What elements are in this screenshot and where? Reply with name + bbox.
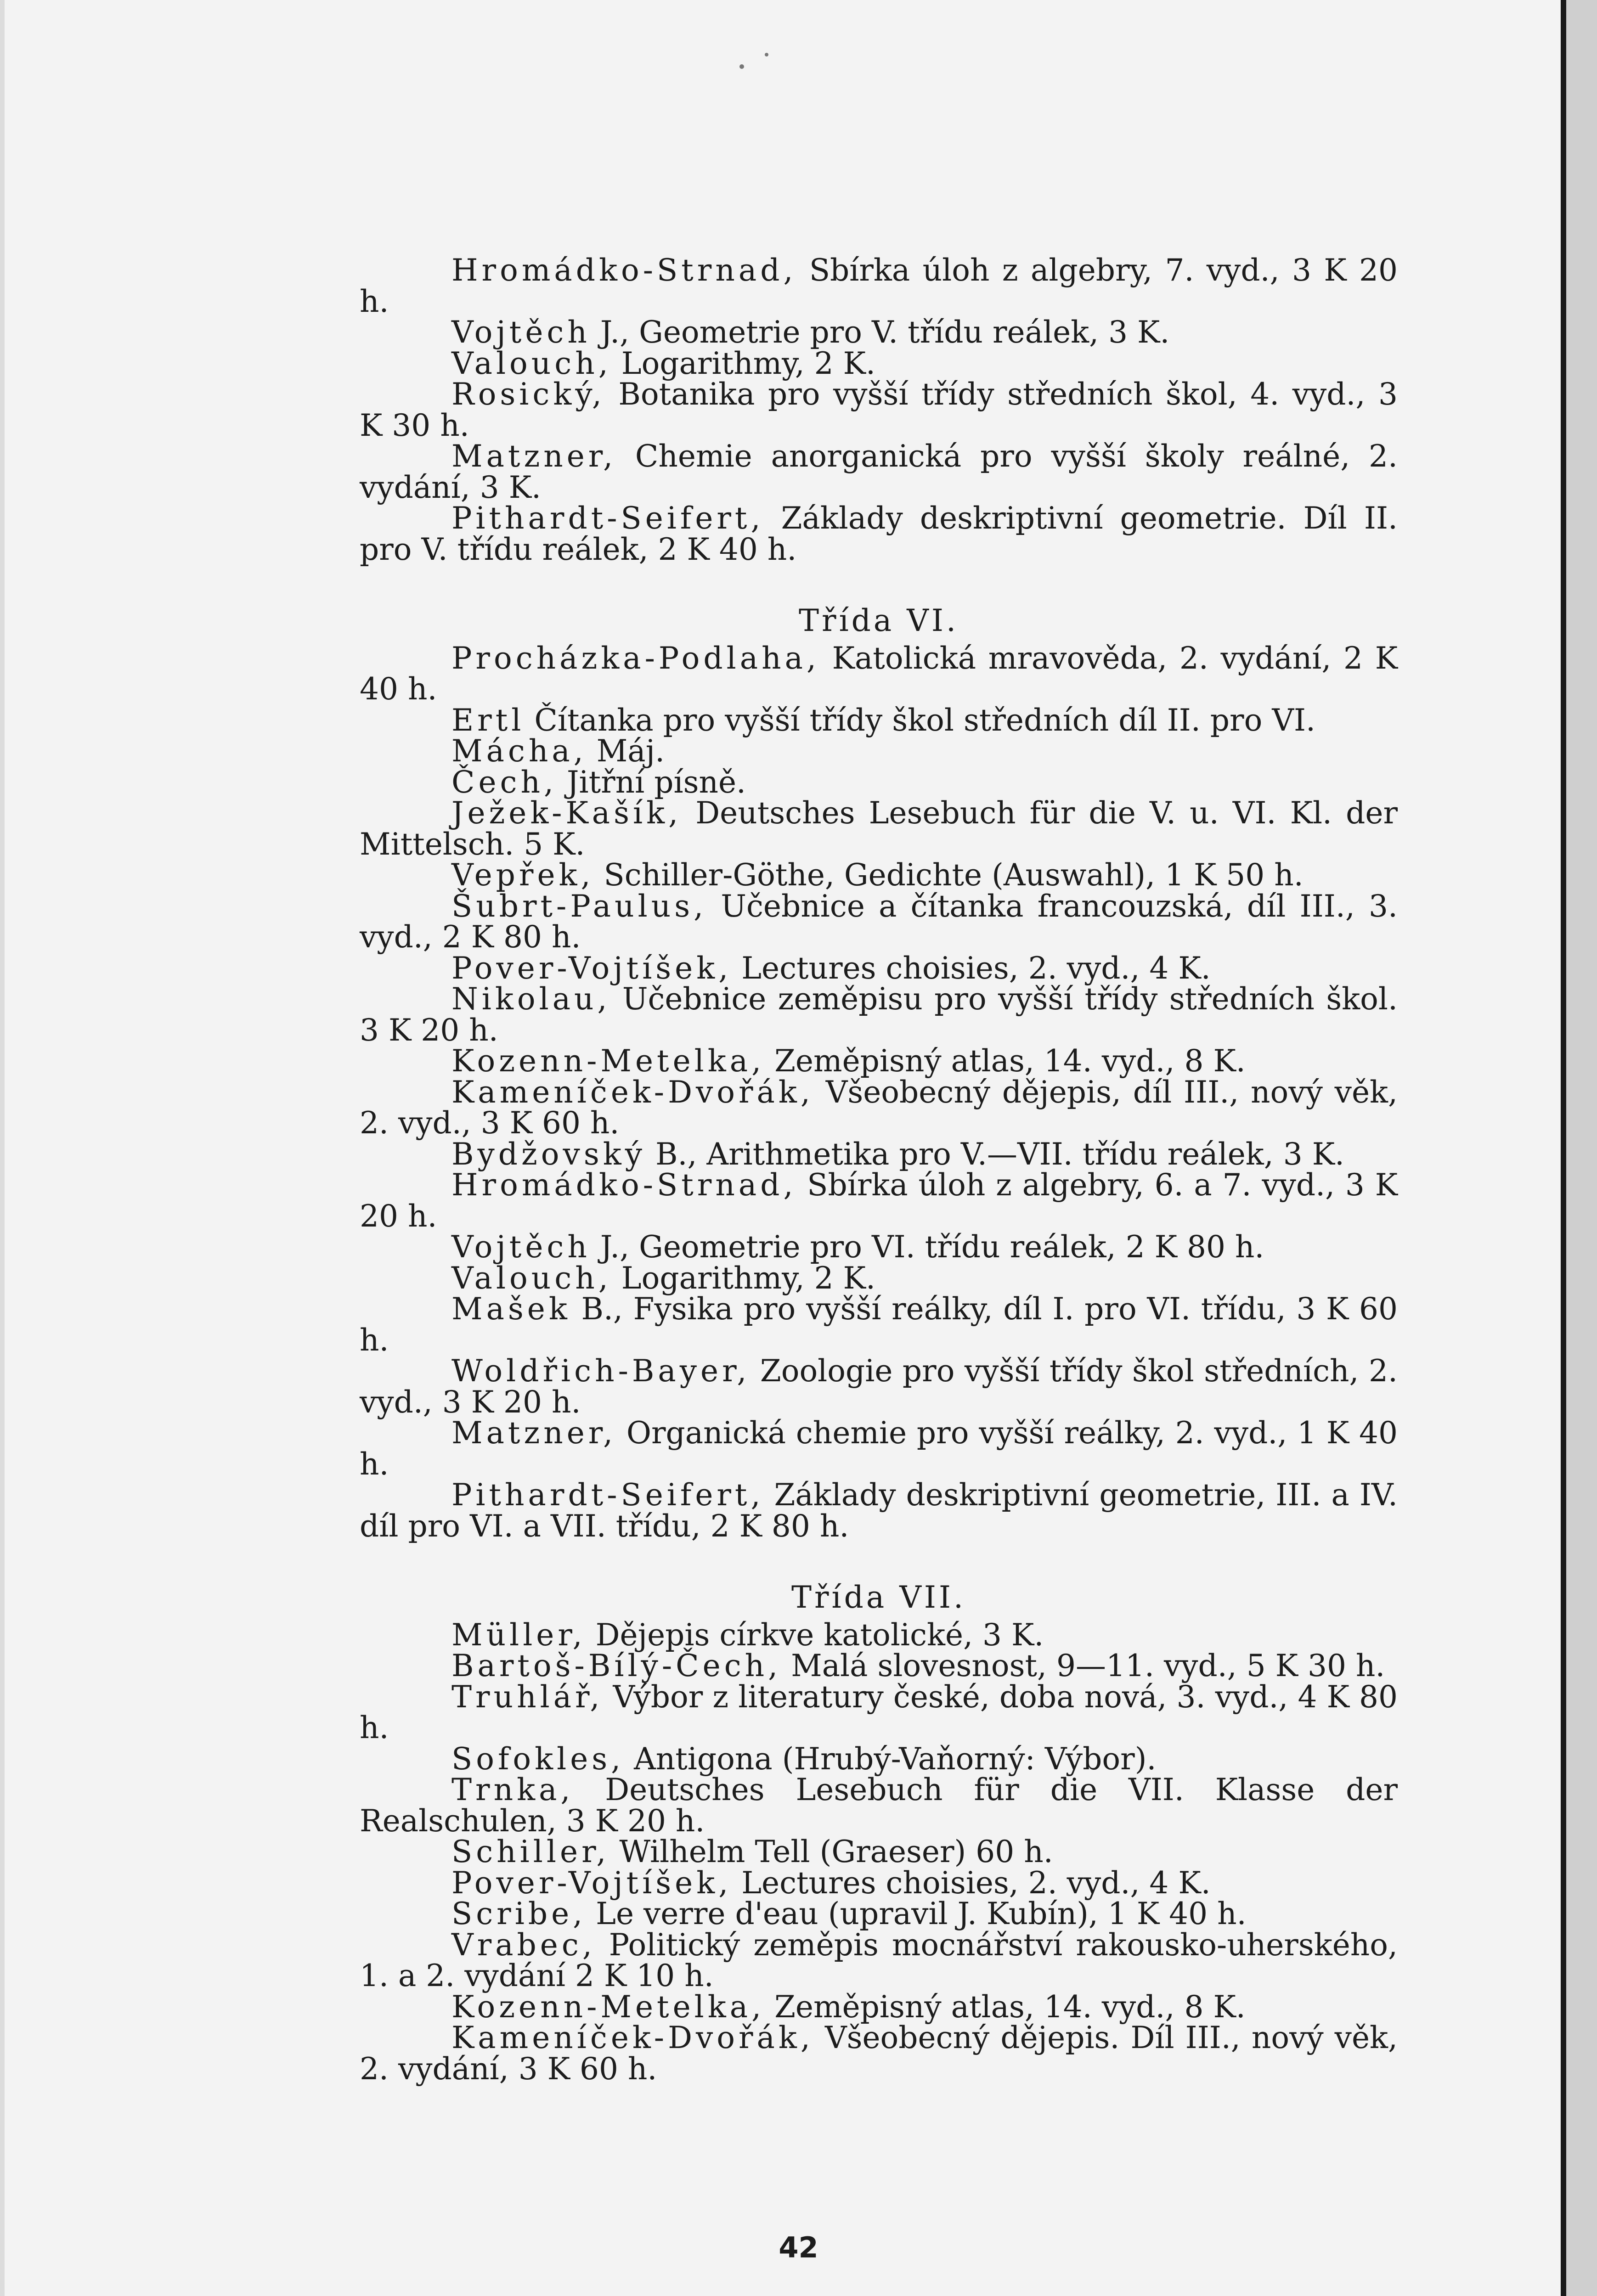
entry-author: Šubrt-Paulus, (451, 888, 707, 924)
entry-author: Rosický, (451, 377, 605, 412)
entry-text: Katolická mravověda, 2. vydání, 2 K 40 h. (360, 640, 1398, 707)
list-item (360, 1229, 1398, 1265)
list-item (360, 441, 1398, 503)
entry-text: Sbírka úloh z algebry, 6. a 7. vyd., 3 K 20 h. (360, 1167, 1398, 1234)
list-item (360, 1477, 1398, 1544)
list-item (360, 764, 1398, 800)
entry-author: Bydžovský (451, 1136, 646, 1172)
entry-author: Bartoš-Bílý-Čech, (451, 1648, 782, 1683)
entry-text: Máj. (596, 733, 665, 769)
entry-text: Čítanka pro vyšší třídy škol středních díl II. pro VI. (534, 702, 1316, 738)
list-item (360, 2020, 1398, 2087)
entry-text: B., Arithmetika pro V.—VII. třídu reálek, 3 K. (655, 1136, 1344, 1172)
section-7-list (360, 1617, 1398, 2087)
list-item (360, 1617, 1398, 1653)
entry-text: Botanika pro vyšší třídy středních škol, 4. vyd., 3 K 30 h. (360, 377, 1398, 443)
entry-author: Procházka-Podlaha, (451, 640, 820, 676)
entry-text: Schiller-Göthe, Gedichte (Auswahl), 1 K 50 h. (604, 857, 1304, 893)
list-item (360, 640, 1398, 707)
entry-text: B., Fysika pro vyšší reálky, díl I. pro VI. třídu, 3 K 60 h. (360, 1291, 1398, 1358)
section-6-heading: Třída VI. (799, 603, 959, 638)
entry-text: Zoologie pro vyšší třídy škol středních, 2. vyd., 3 K 20 h. (360, 1353, 1398, 1420)
entry-author: Čech, (451, 764, 558, 800)
list-item (360, 1679, 1398, 1745)
entry-text: Zeměpisný atlas, 14. vyd., 8 K. (774, 1989, 1246, 2025)
list-item (360, 1865, 1398, 1901)
entry-text: Antigona (Hrubý-Vaňorný: Výbor). (634, 1741, 1157, 1777)
entry-author: Hromádko-Strnad, (451, 253, 797, 288)
section-7-heading: Třída VII. (791, 1580, 966, 1615)
entry-text: J., Geometrie pro V. třídu reálek, 3 K. (600, 315, 1170, 350)
entry-author: Pithardt-Seifert, (451, 501, 764, 536)
entry-text: Deutsches Lesebuch für die VII. Klasse der Realschulen, 3 K 20 h. (360, 1772, 1398, 1839)
entry-author: Ertl (451, 702, 525, 738)
entry-author: Vojtěch (451, 315, 591, 350)
entry-author: Scribe, (451, 1896, 587, 1931)
entry-text: Le verre d'eau (upravil J. Kubín), 1 K 40 h. (596, 1896, 1247, 1931)
list-item (360, 857, 1398, 893)
entry-author: Kameníček-Dvořák, (451, 1074, 814, 1110)
entry-author: Sofokles, (451, 1741, 625, 1777)
list-item (360, 255, 1398, 317)
entry-text: Malá slovesnost, 9—11. vyd., 5 K 30 h. (791, 1648, 1385, 1683)
entry-author: Kozenn-Metelka, (451, 1989, 765, 2025)
list-item (360, 1772, 1398, 1839)
entry-text: Základy deskriptivní geometrie, III. a IV. díl pro VI. a VII. třídu, 2 K 80 h. (360, 1477, 1398, 1544)
list-item (360, 317, 1398, 348)
entry-author: Valouch, (451, 345, 612, 381)
entry-author: Vrabec, (451, 1927, 596, 1963)
book-list (360, 253, 1398, 2087)
entry-text: Výbor z literatury české, doba nová, 3. vyd., 4 K 80 h. (360, 1679, 1398, 1745)
list-item (360, 1291, 1398, 1358)
list-item (360, 379, 1398, 441)
section-6-list (360, 640, 1398, 1544)
page-number: 42 (779, 2231, 818, 2264)
list-item (360, 733, 1398, 769)
entry-author: Müller, (451, 1617, 586, 1653)
print-speck (765, 53, 768, 56)
entry-author: Woldřich-Bayer, (451, 1353, 751, 1389)
list-item (360, 345, 1398, 381)
entry-author: Mácha, (451, 733, 587, 769)
list-item (360, 1927, 1398, 1993)
entry-text: Lectures choisies, 2. vyd., 4 K. (741, 1865, 1211, 1901)
entry-text: Organická chemie pro vyšší reálky, 2. vyd., 1 K 40 h. (360, 1415, 1398, 1482)
entry-author: Vepřek, (451, 857, 594, 893)
entry-author: Pithardt-Seifert, (451, 1477, 764, 1513)
list-item (360, 795, 1398, 862)
list-item (360, 1353, 1398, 1420)
entry-author: Nikolau, (451, 981, 611, 1017)
entry-author: Mašek (451, 1291, 571, 1327)
entry-text: Zeměpisný atlas, 14. vyd., 8 K. (774, 1043, 1246, 1079)
entry-author: Matzner, (451, 439, 617, 474)
list-item (360, 981, 1398, 1048)
list-item (360, 1741, 1398, 1777)
entry-text: Deutsches Lesebuch für die V. u. VI. Kl. der Mittelsch. 5 K. (360, 795, 1398, 862)
scan-edge (1566, 0, 1597, 2296)
list-item (360, 1167, 1398, 1234)
entry-text: Wilhelm Tell (Graeser) 60 h. (619, 1834, 1053, 1869)
entry-text: Jitřní písně. (567, 764, 746, 800)
entry-text: Logarithmy, 2 K. (621, 1260, 875, 1296)
list-item (360, 950, 1398, 986)
entry-text: Dějepis církve katolické, 3 K. (595, 1617, 1044, 1653)
entry-author: Hromádko-Strnad, (451, 1167, 797, 1203)
entry-author: Matzner, (451, 1415, 617, 1451)
list-item (360, 1898, 1398, 1930)
entry-text: Učebnice a čítanka francouzská, díl III., 3. vyd., 2 K 80 h. (360, 888, 1398, 955)
entry-text: J., Geometrie pro VI. třídu reálek, 2 K 80 h. (600, 1229, 1264, 1265)
entry-author: Valouch, (451, 1260, 612, 1296)
list-item (360, 1260, 1398, 1296)
section-5-tail (360, 255, 1398, 565)
entry-text: Všeobecný dějepis, díl III., nový věk, 2. vyd., 3 K 60 h. (360, 1074, 1398, 1141)
list-item (360, 1136, 1398, 1172)
entry-text: Učebnice zeměpisu pro vyšší třídy středních škol. 3 K 20 h. (360, 981, 1398, 1048)
entry-author: Truhlář, (451, 1679, 604, 1715)
entry-author: Ježek-Kašík, (451, 795, 682, 831)
entry-text: Politický zeměpis mocnářství rakousko-uherského, 1. a 2. vydání 2 K 10 h. (360, 1927, 1398, 1993)
entry-author: Trnka, (451, 1772, 574, 1807)
list-item (360, 1043, 1398, 1079)
list-item (360, 1415, 1398, 1482)
entry-author: Kameníček-Dvořák, (451, 2020, 814, 2055)
entry-author: Vojtěch (451, 1229, 591, 1265)
list-item (360, 503, 1398, 565)
entry-text: Všeobecný dějepis. Díl III., nový věk, 2. vydání, 3 K 60 h. (360, 2020, 1398, 2087)
list-item (360, 1074, 1398, 1141)
entry-author: Pover-Vojtíšek, (451, 1865, 732, 1901)
entry-text: Chemie anorganická pro vyšší školy reálné, 2. vydání, 3 K. (360, 439, 1398, 505)
entry-text: Lectures choisies, 2. vyd., 4 K. (741, 950, 1211, 986)
list-item (360, 1836, 1398, 1868)
list-item (360, 1989, 1398, 2025)
list-item (360, 1650, 1398, 1682)
print-speck (739, 64, 744, 69)
entry-author: Schiller, (451, 1834, 610, 1869)
entry-text: Základy deskriptivní geometrie. Díl II. pro V. třídu reálek, 2 K 40 h. (360, 501, 1398, 567)
list-item (360, 888, 1398, 955)
entry-author: Pover-Vojtíšek, (451, 950, 732, 986)
entry-text: Logarithmy, 2 K. (621, 345, 875, 381)
entry-author: Kozenn-Metelka, (451, 1043, 765, 1079)
entry-text: Sbírka úloh z algebry, 7. vyd., 3 K 20 h. (360, 253, 1398, 319)
list-item (360, 702, 1398, 738)
